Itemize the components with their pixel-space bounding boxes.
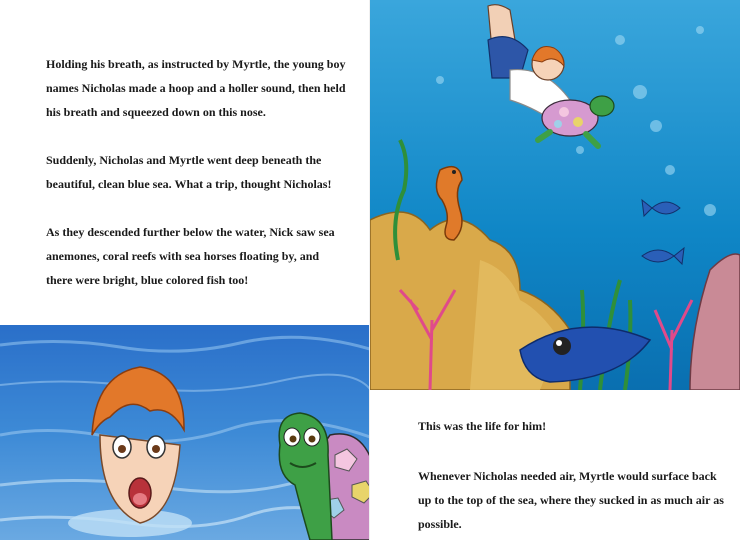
story-paragraph: As they descended further below the water, Nick saw sea anemones, coral reefs with sea horses floating by, and there were bright, blue colored fish too! [46,225,335,287]
story-paragraph: This was the life for him! [418,419,547,433]
story-paragraph: Holding his breath, as instructed by Myrtle, the young boy names Nicholas made a hoop and a holler sound, then held his breath and squeezed down on this nose. [46,57,346,119]
underwater-illustration [370,0,740,390]
story-paragraph: Whenever Nicholas needed air, Myrtle would surface back up to the top of the sea, where they sucked in as much air as possible. [418,469,724,531]
story-paragraph: Suddenly, Nicholas and Myrtle went deep beneath the beautiful, clean blue sea. What a trip, thought Nicholas! [46,153,332,191]
right-page [370,0,740,540]
sea-surface-illustration [0,325,370,540]
